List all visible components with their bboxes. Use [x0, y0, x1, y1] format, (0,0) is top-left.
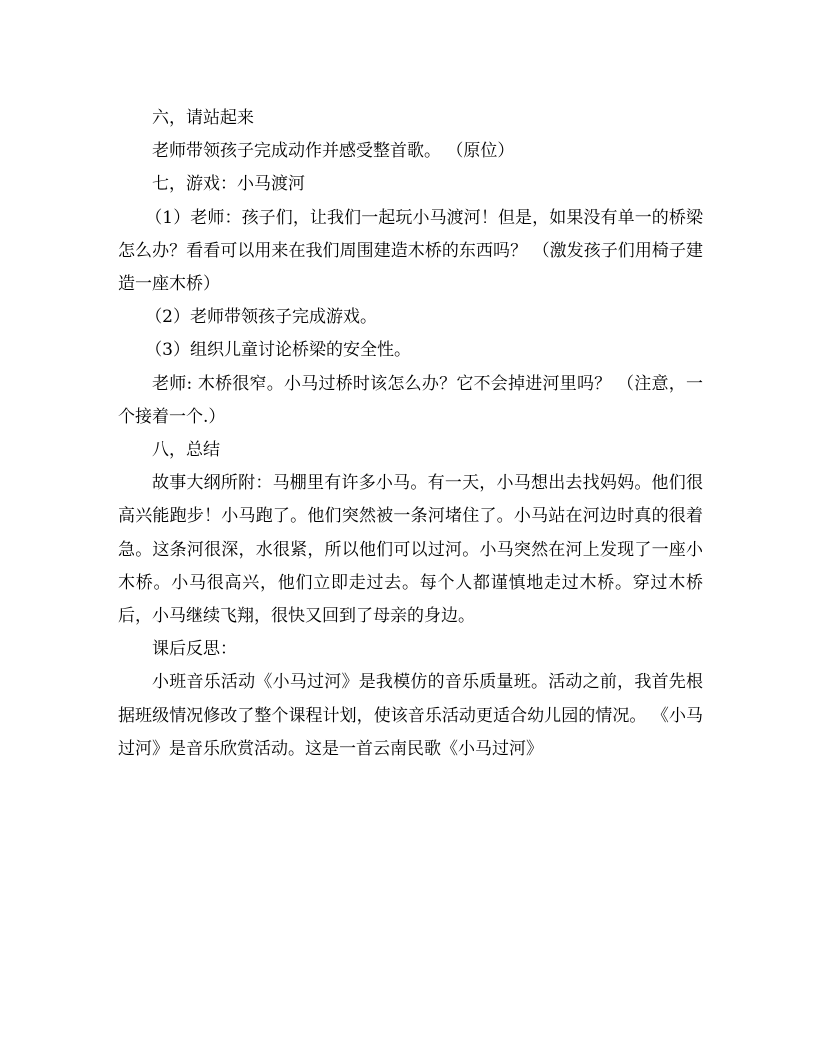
body-paragraph: 老师: 木桥很窄。小马过桥时该怎么办？它不会掉进河里吗？ （注意，一个接着一个.） — [118, 373, 703, 427]
body-paragraph: （1）老师：孩子们，让我们一起玩小马渡河！但是，如果没有单一的桥梁怎么办？看看可以用来在我们周围建造木桥的东西吗？ （激发孩子们用椅子建造一座木桥） — [118, 207, 703, 295]
document-body — [118, 102, 703, 766]
section-heading-game: 七，游戏：小马渡河 — [152, 174, 305, 195]
section-heading-stand-up: 六，请站起来 — [152, 108, 254, 128]
body-paragraph: 故事大纲所附：马棚里有许多小马。有一天，小马想出去找妈妈。他们很高兴能跑步！小马跑了。他们突然被一条河堵住了。小马站在河边时真的很着急。这条河很深，水很紧，所以他们可以过河。小马突然在河上发现了一座小木桥。小马很高兴，他们立即走过去。每个人都谨慎地走过木桥。穿过木桥后，小马继续飞翔，很快又回到了母亲的身边。 — [118, 473, 703, 627]
body-paragraph: 小班音乐活动《小马过河》是我模仿的音乐质量班。活动之前，我首先根据班级情况修改了整个课程计划，使该音乐活动更适合幼儿园的情况。 《小马过河》是音乐欣赏活动。这是一首云南民歌《小马过河》 — [118, 672, 703, 759]
body-paragraph: （2）老师带领孩子完成游戏。 — [145, 307, 378, 328]
body-paragraph: 老师带领孩子完成动作并感受整首歌。 （原位） — [152, 141, 515, 162]
body-paragraph: （3）组织儿童讨论桥梁的安全性。 — [145, 340, 412, 361]
section-heading-reflection: 课后反思： — [152, 639, 237, 660]
section-heading-summary: 八，总结 — [152, 440, 220, 461]
